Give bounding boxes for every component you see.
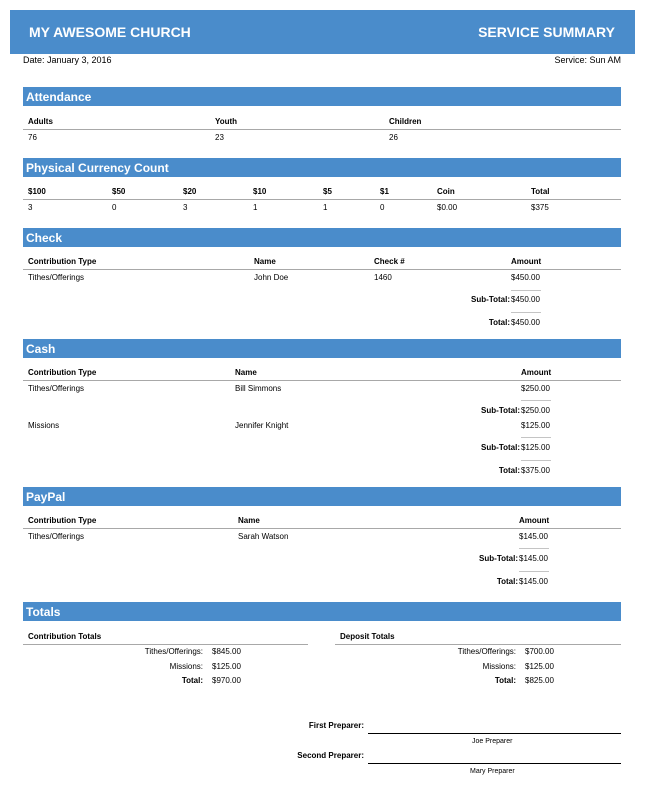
check-row-name: John Doe (254, 273, 289, 282)
deposit-total-label: Total: (494, 676, 516, 685)
currency-5-value: 1 (323, 203, 328, 212)
attendance-children-value: 26 (389, 133, 398, 142)
deposit-totals-heading: Deposit Totals (340, 632, 395, 641)
cash-header-name: Name (235, 368, 257, 377)
paypal-divider (23, 528, 621, 529)
first-preparer-label: First Preparer: (308, 721, 364, 730)
paypal-section-bar (23, 487, 621, 506)
church-name: MY AWESOME CHURCH (29, 24, 191, 40)
paypal-header-amount: Amount (519, 516, 550, 525)
currency-header-100: $100 (28, 187, 46, 196)
paypal-row-type: Tithes/Offerings (28, 532, 85, 541)
check-header-name: Name (254, 257, 276, 266)
report-header (10, 10, 635, 54)
cash-title: Cash (26, 342, 56, 356)
paypal-row-amount: $145.00 (519, 532, 548, 541)
paypal-total-value: $145.00 (519, 577, 548, 586)
contribution-missions-value: $125.00 (212, 662, 241, 671)
cash-total-value: $375.00 (521, 466, 550, 475)
cash-subtotal-value: $125.00 (521, 443, 550, 452)
service-date: Date: January 3, 2016 (23, 55, 112, 65)
cash-divider (23, 380, 621, 381)
deposit-totals-divider (335, 644, 621, 645)
cash-row-name: Jennifer Knight (235, 421, 289, 430)
currency-header-total: Total (531, 187, 550, 196)
currency-50-value: 0 (112, 203, 117, 212)
second-preparer-name: Mary Preparer (470, 768, 515, 775)
attendance-header-youth: Youth (215, 117, 238, 126)
paypal-total-rule (519, 571, 549, 572)
attendance-header-adults: Adults (28, 117, 53, 126)
cash-subtotal-rule (521, 400, 551, 401)
currency-divider (23, 199, 621, 200)
currency-20-value: 3 (183, 203, 188, 212)
check-header-type: Contribution Type (28, 257, 97, 266)
cash-subtotal-label: Sub-Total: (481, 406, 520, 415)
cash-total-rule (521, 460, 551, 461)
deposit-total-value: $825.00 (525, 676, 554, 685)
contribution-totals-divider (23, 644, 308, 645)
check-row-type: Tithes/Offerings (28, 273, 85, 282)
deposit-tithes-label: Tithes/Offerings: (457, 647, 516, 656)
cash-header-amount: Amount (521, 368, 552, 377)
deposit-tithes-value: $700.00 (525, 647, 554, 656)
check-row-amount: $450.00 (511, 273, 540, 282)
report-title: SERVICE SUMMARY (478, 24, 615, 40)
currency-total-value: $375 (531, 203, 549, 212)
paypal-header-type: Contribution Type (28, 516, 97, 525)
cash-row-type: Tithes/Offerings (28, 384, 85, 393)
currency-10-value: 1 (253, 203, 258, 212)
attendance-header-children: Children (389, 117, 422, 126)
deposit-missions-value: $125.00 (525, 662, 554, 671)
check-subtotal-rule (511, 290, 541, 291)
service-name: Service: Sun AM (554, 55, 621, 65)
paypal-subtotal-label: Sub-Total: (479, 554, 518, 563)
currency-header-5: $5 (323, 187, 332, 196)
check-divider (23, 269, 621, 270)
currency-100-value: 3 (28, 203, 33, 212)
attendance-youth-value: 23 (215, 133, 224, 142)
totals-section-bar (23, 602, 621, 621)
cash-subtotal-value: $250.00 (521, 406, 550, 415)
cash-total-label: Total: (498, 466, 520, 475)
currency-header-50: $50 (112, 187, 126, 196)
check-subtotal-value: $450.00 (511, 295, 540, 304)
check-total-value: $450.00 (511, 318, 540, 327)
cash-row-amount: $250.00 (521, 384, 550, 393)
first-preparer-signature-line (368, 733, 621, 734)
check-header-amount: Amount (511, 257, 542, 266)
contribution-totals-heading: Contribution Totals (28, 632, 102, 641)
attendance-title: Attendance (26, 90, 92, 104)
cash-row-type: Missions (28, 421, 60, 430)
check-row-number: 1460 (374, 273, 392, 282)
cash-row-name: Bill Simmons (235, 384, 282, 393)
paypal-header-name: Name (238, 516, 260, 525)
check-section-bar (23, 228, 621, 247)
currency-section-bar (23, 158, 621, 177)
paypal-row-name: Sarah Watson (238, 532, 289, 541)
check-subtotal-label: Sub-Total: (471, 295, 510, 304)
cash-row-amount: $125.00 (521, 421, 550, 430)
currency-header-coin: Coin (437, 187, 455, 196)
attendance-adults-value: 76 (28, 133, 37, 142)
cash-header-type: Contribution Type (28, 368, 97, 377)
contribution-missions-label: Missions: (169, 662, 203, 671)
second-preparer-signature-line (368, 763, 621, 764)
paypal-subtotal-rule (519, 548, 549, 549)
first-preparer-name: Joe Preparer (472, 738, 513, 745)
paypal-subtotal-value: $145.00 (519, 554, 548, 563)
currency-header-1: $1 (380, 187, 389, 196)
currency-1-value: 0 (380, 203, 385, 212)
contribution-tithes-value: $845.00 (212, 647, 241, 656)
check-title: Check (26, 231, 63, 245)
check-total-label: Total: (488, 318, 510, 327)
deposit-missions-label: Missions: (482, 662, 516, 671)
contribution-total-value: $970.00 (212, 676, 241, 685)
contribution-total-label: Total: (181, 676, 203, 685)
paypal-title: PayPal (26, 490, 66, 504)
totals-title: Totals (26, 605, 61, 619)
currency-title: Physical Currency Count (26, 161, 169, 175)
check-header-number: Check # (374, 257, 405, 266)
cash-section-bar (23, 339, 621, 358)
paypal-total-label: Total: (496, 577, 518, 586)
cash-subtotal-rule (521, 437, 551, 438)
currency-coin-value: $0.00 (437, 203, 458, 212)
cash-subtotal-label: Sub-Total: (481, 443, 520, 452)
check-total-rule (511, 312, 541, 313)
attendance-section-bar (23, 87, 621, 106)
contribution-tithes-label: Tithes/Offerings: (144, 647, 203, 656)
attendance-divider (23, 129, 621, 130)
currency-header-10: $10 (253, 187, 267, 196)
second-preparer-label: Second Preparer: (297, 751, 364, 760)
currency-header-20: $20 (183, 187, 197, 196)
